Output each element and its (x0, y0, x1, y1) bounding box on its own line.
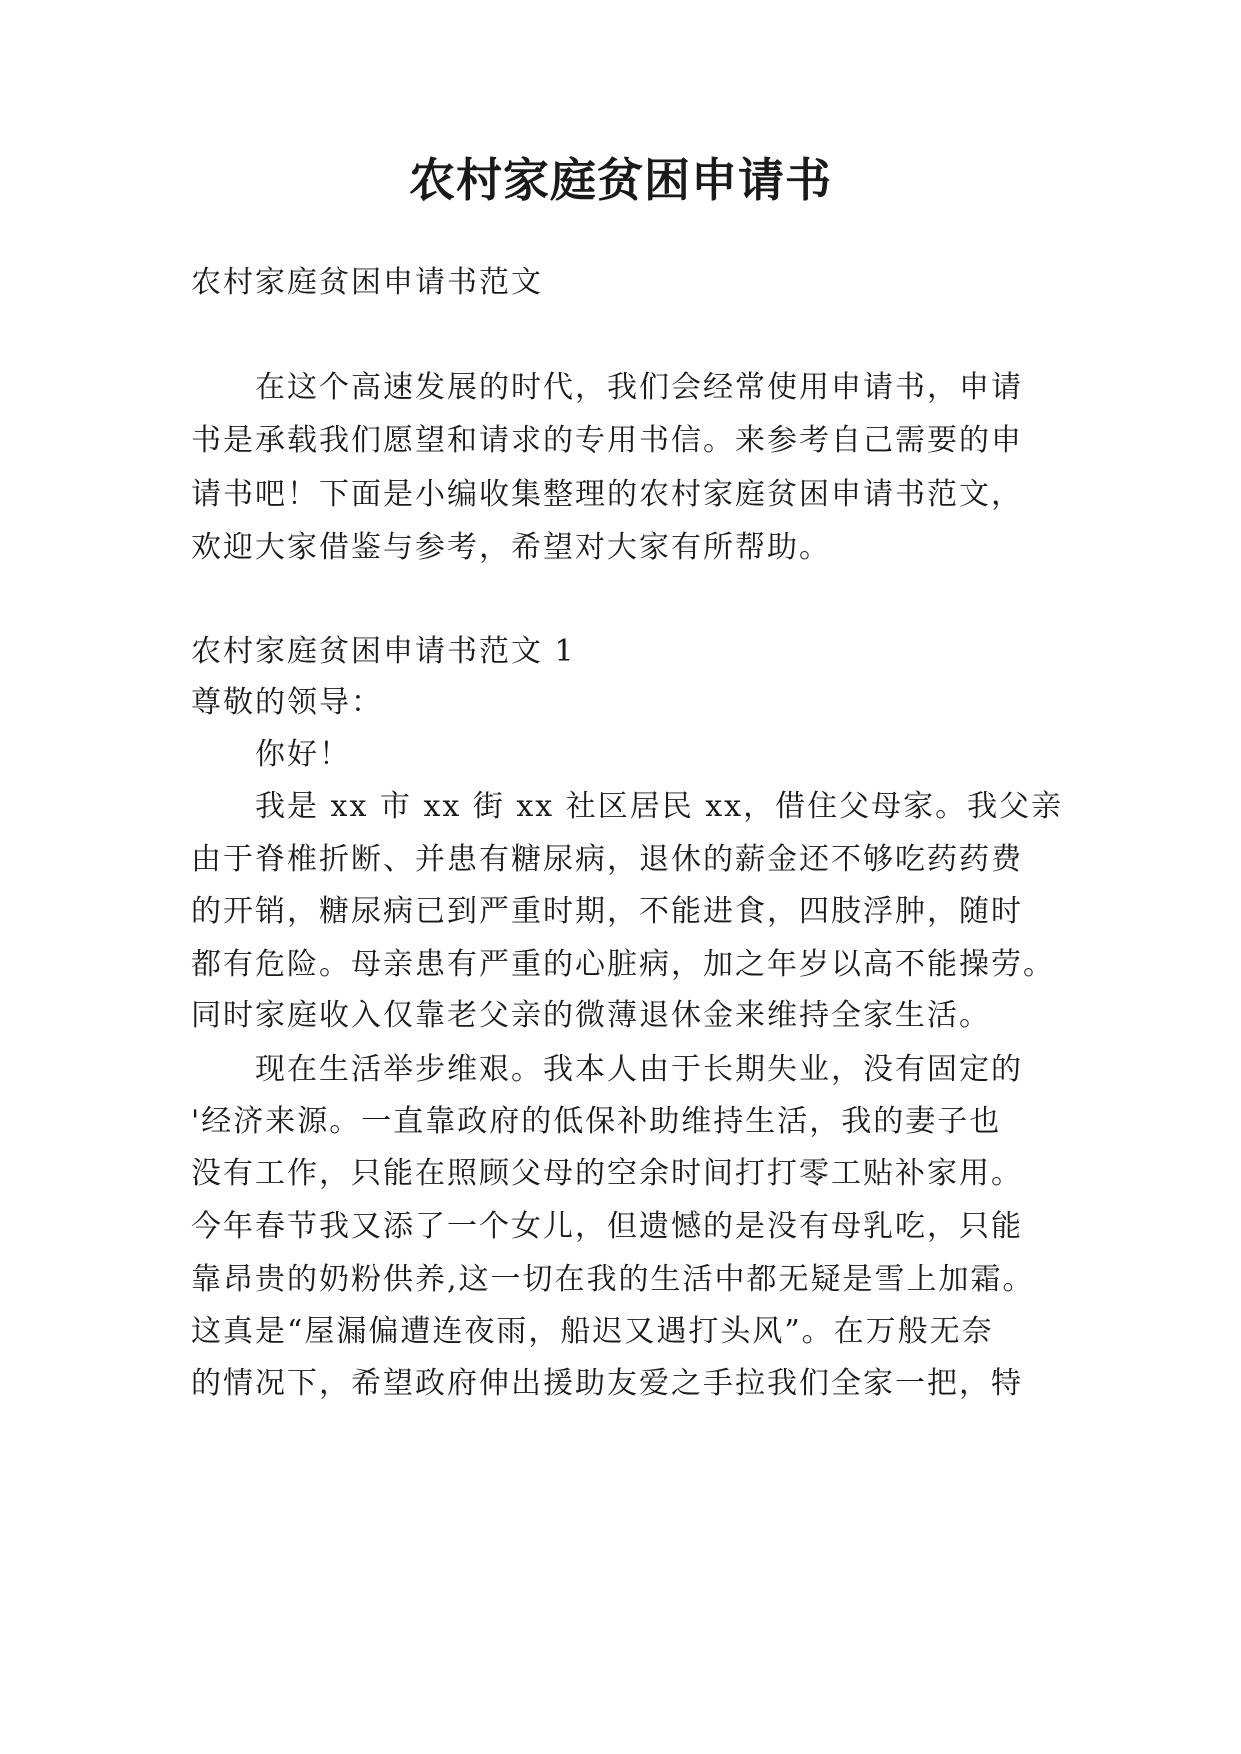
paragraph2-line-3: 没有工作，只能在照顾父母的空余时间打打零工贴补家用。 (191, 1156, 1023, 1191)
intro-line-1: 在这个高速发展的时代，我们会经常使用申请书，申请 (255, 370, 1023, 405)
paragraph1-line-5: 同时家庭收入仅靠老父亲的微薄退休金来维持全家生活。 (191, 998, 991, 1033)
paragraph2-line-1: 现在生活举步维艰。我本人由于长期失业，没有固定的 (255, 1052, 1023, 1087)
paragraph1-line-1: 我是 xx 市 xx 街 xx 社区居民 xx，借住父母家。我父亲 (255, 789, 1064, 824)
paragraph1-line-3: 的开销，糖尿病已到严重时期，不能进食，四肢浮肿，随时 (191, 894, 1023, 929)
paragraph2-line-6: 这真是“屋漏偏遭连夜雨，船迟又遇打头风”。在万般无奈 (191, 1314, 994, 1349)
paragraph1-line-2: 由于脊椎折断、并患有糖尿病，退休的薪金还不够吃药药费 (191, 842, 1023, 877)
paragraph2-line-7: 的情况下，希望政府伸出援助友爱之手拉我们全家一把，特 (191, 1366, 1023, 1401)
paragraph2-line-2: '经济来源。一直靠政府的低保补助维持生活，我的妻子也 (191, 1104, 1002, 1139)
document-subtitle: 农村家庭贫困申请书范文 (191, 265, 543, 300)
intro-line-4: 欢迎大家借鉴与参考，希望对大家有所帮助。 (191, 530, 831, 565)
paragraph2-line-5: 靠昂贵的奶粉供养,这一切在我的生活中都无疑是雪上加霜。 (191, 1262, 1035, 1297)
intro-line-3: 请书吧！下面是小编收集整理的农村家庭贫困申请书范文， (191, 477, 1023, 512)
salutation: 尊敬的领导： (191, 685, 383, 720)
intro-line-2: 书是承载我们愿望和请求的专用书信。来参考自己需要的申 (191, 423, 1023, 458)
greeting: 你好！ (255, 737, 351, 772)
section-heading: 农村家庭贫困申请书范文 1 (191, 634, 576, 669)
document-title: 农村家庭贫困申请书 (409, 153, 832, 207)
paragraph2-line-4: 今年春节我又添了一个女儿，但遗憾的是没有母乳吃，只能 (191, 1209, 1023, 1244)
paragraph1-line-4: 都有危险。母亲患有严重的心脏病，加之年岁以高不能操劳。 (191, 947, 1055, 982)
